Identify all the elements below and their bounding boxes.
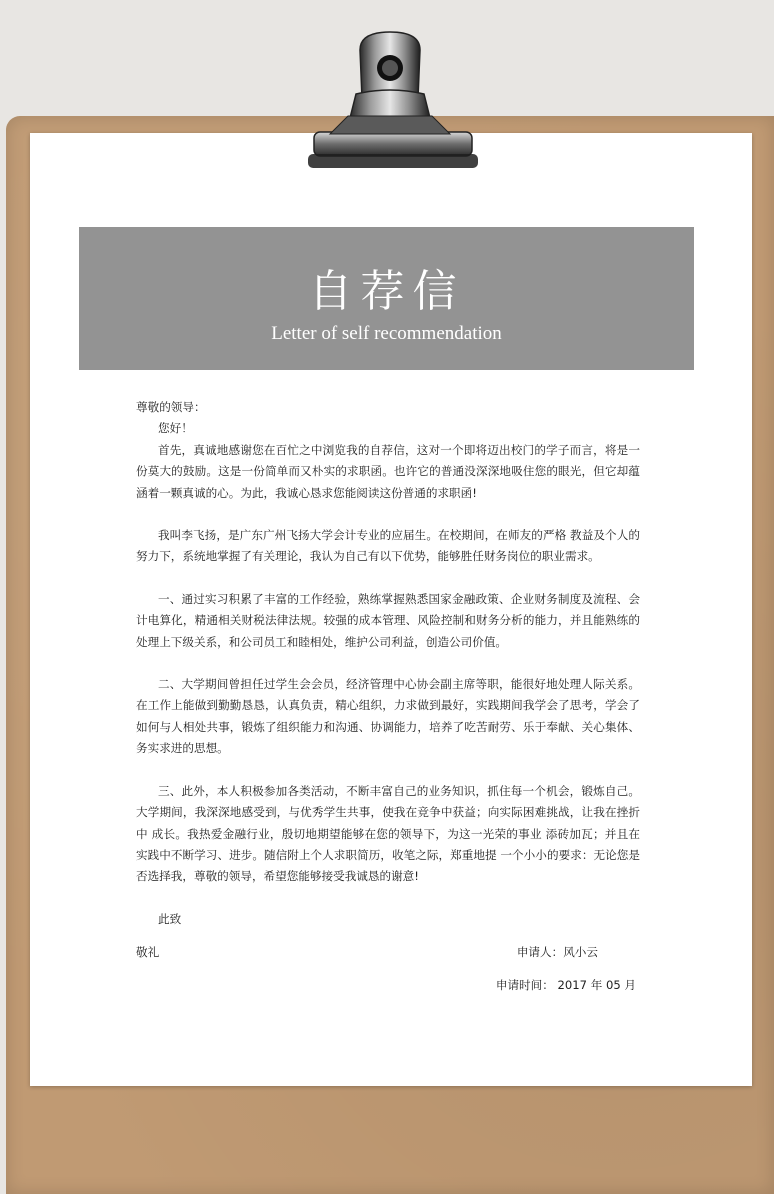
page-subtitle: Letter of self recommendation xyxy=(271,323,502,344)
paragraph-self-intro: 我叫李飞扬，是广东广州飞扬大学会计专业的应届生。在校期间，在师友的严格 教益及个人的努力下，系统地掌握了有关理论，我认为自己有以下优势，能够胜任财务岗位的职业需求。 xyxy=(136,528,640,564)
salutation: 尊敬的领导： xyxy=(136,400,206,414)
paragraph-point-three: 三、此外，本人积极参加各类活动，不断丰富自己的业务知识，抓住每一个机会，锻炼自己。大学期间，我深深地感受到，与优秀学生共事，使我在竞争中获益；向实际困难挑战，让我在挫折中 成长。我热爱金融行业，殷切地期望能够在您的领导下，为这一光荣的事业 添砖加瓦；并且在实践中不断学习、进步。随信附上个人求职简历，收笔之际，郑重地提 一个小小的要求：无论您是否选择我，尊敬的领导，希望您能够接受我诚恳的谢意! xyxy=(136,783,640,884)
title-banner xyxy=(79,227,694,370)
paragraph-point-two: 二、大学期间曾担任过学生会会员，经济管理中心协会副主席等职，能很好地处理人际关系。在工作上能做到勤勤恳恳，认真负责，精心组织，力求做到最好，实践期间我学会了思考，学会了如何与人相处共事，锻炼了组织能力和沟通、协调能力，培养了吃苦耐劳、乐于奉献、关心集体、务实求进的思想。 xyxy=(136,677,640,756)
applicant-name: 申请人：风小云 xyxy=(516,945,598,960)
binder-clip-icon xyxy=(300,28,480,178)
paragraph-point-one: 一、通过实习积累了丰富的工作经验，熟练掌握熟悉国家金融政策、企业财务制度及流程、会计电算化，精通相关财税法律法规。较强的成本管理、风险控制和财务分析的能力，并且能熟练的处理上下级关系，和公司员工和睦相处，维护公司利益，创造公司价值。 xyxy=(136,591,640,649)
greeting: 您好！ xyxy=(158,421,193,436)
closing-regards: 敬礼 xyxy=(136,945,160,960)
closing-line: 此致 xyxy=(158,911,182,926)
application-date: 申请时间： 2017 年 05 月 xyxy=(495,978,636,993)
letter-body xyxy=(136,397,640,996)
page-title: 自荐信 xyxy=(308,266,465,317)
paragraph-intro: 首先，真诚地感谢您在百忙之中浏览我的自荐信，这对一个即将迈出校门的学子而言，将是一份莫大的鼓励。这是一份简单而又朴实的求职函。也许它的普通没深深地吸住您的眼光，但它却蕴涵着一颗真诚的心。为此，我诚心恳求您能阅读这份普通的求职函! xyxy=(136,442,640,500)
